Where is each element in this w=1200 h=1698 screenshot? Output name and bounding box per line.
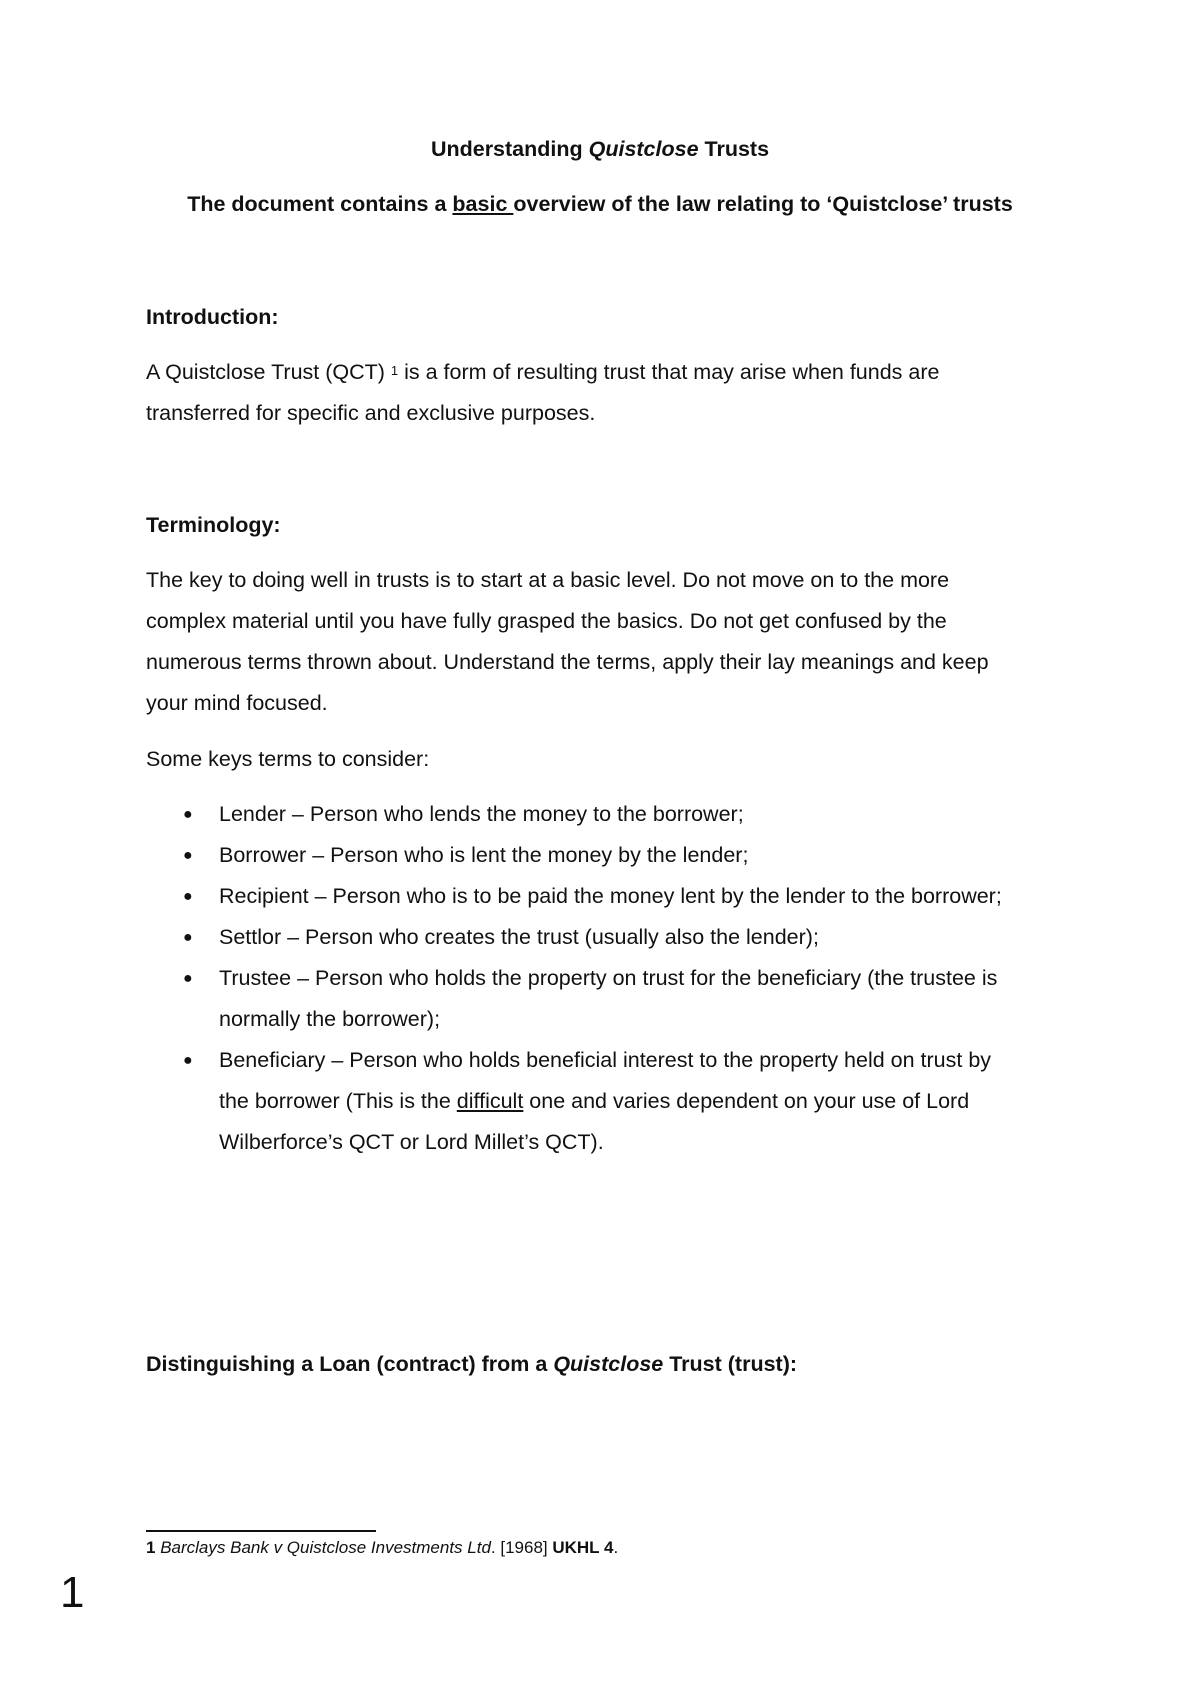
terminology-para-line-3: numerous terms thrown about. Understand the terms, apply their lay meanings and keep	[146, 650, 989, 674]
document-subtitle: The document contains a basic overview of the law relating to ‘Quistclose’ trusts	[187, 192, 1013, 216]
footnote: 1 Barclays Bank v Quistclose Investments Ltd. [1968] UKHL 4.	[146, 1538, 619, 1557]
list-item-borrower: Borrower – Person who is lent the money by the lender;	[219, 843, 749, 867]
terminology-para-line-2: complex material until you have fully grasped the basics. Do not get confused by the	[146, 609, 947, 633]
intro-line-1: A Quistclose Trust (QCT) $^1$ is a form of resulting trust that may arise when funds are	[146, 360, 940, 384]
terminology-heading: Terminology:	[146, 513, 281, 537]
terms-list-intro: Some keys terms to consider:	[146, 747, 430, 771]
bullet-icon: ●	[183, 888, 193, 905]
terminology-para-line-4: your mind focused.	[146, 691, 328, 715]
footnote-separator	[146, 1530, 376, 1532]
list-item-lender: Lender – Person who lends the money to the borrower;	[219, 802, 744, 826]
bullet-icon: ●	[183, 847, 193, 864]
list-item-trustee-line-2: normally the borrower);	[219, 1007, 441, 1031]
list-item-beneficiary-line-3: Wilberforce’s QCT or Lord Millet’s QCT).	[219, 1130, 604, 1154]
terminology-para-line-1: The key to doing well in trusts is to start at a basic level. Do not move on to the more	[146, 568, 950, 592]
intro-heading: Introduction:	[146, 305, 279, 329]
intro-line-2: transferred for specific and exclusive purposes.	[146, 401, 596, 425]
list-item-beneficiary-line-1: Beneficiary – Person who holds beneficial interest to the property held on trust by	[219, 1048, 992, 1072]
bullet-icon: ●	[183, 970, 193, 987]
bullet-icon: ●	[183, 929, 193, 946]
list-item-trustee-line-1: Trustee – Person who holds the property on trust for the beneficiary (the trustee is	[219, 966, 998, 990]
list-item-recipient: Recipient – Person who is to be paid the money lent by the lender to the borrower;	[219, 884, 1002, 908]
document-title: Understanding Quistclose Trusts	[430, 137, 770, 161]
distinguishing-heading: Distinguishing a Loan (contract) from a Quistclose Trust (trust):	[146, 1352, 798, 1376]
list-item-beneficiary-line-2: the borrower (This is the difficult one and varies dependent on your use of Lord	[219, 1089, 970, 1113]
list-item-settlor: Settlor – Person who creates the trust (usually also the lender);	[219, 925, 819, 949]
page-number: 1	[60, 1568, 85, 1617]
footnote-reference[interactable]: 1	[390, 363, 399, 378]
bullet-icon: ●	[183, 1052, 193, 1069]
bullet-icon: ●	[183, 806, 193, 823]
